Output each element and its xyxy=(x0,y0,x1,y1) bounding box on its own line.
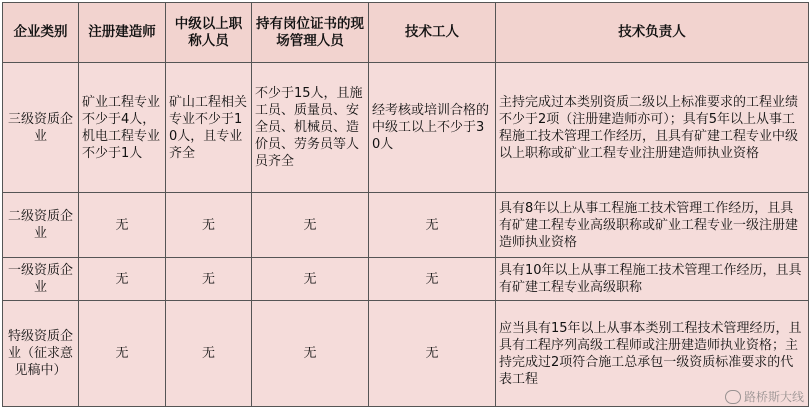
cell-site-managers: 无 xyxy=(252,258,369,301)
cell-mid-title-staff: 矿山工程相关专业不少于10人，且专业齐全 xyxy=(166,63,252,193)
qualification-requirements-table xyxy=(2,2,809,407)
table-row xyxy=(3,193,809,258)
row-category: 特级资质企业（征求意见稿中） xyxy=(3,301,79,407)
row-category: 二级资质企业 xyxy=(3,193,79,258)
cell-registered-constructor: 矿业工程专业不少于4人，机电工程专业不少于1人 xyxy=(79,63,166,193)
table-row xyxy=(3,258,809,301)
cell-registered-constructor: 无 xyxy=(79,301,166,407)
row-category: 一级资质企业 xyxy=(3,258,79,301)
cell-mid-title-staff: 无 xyxy=(166,193,252,258)
header-technical-workers: 技术工人 xyxy=(369,3,496,63)
cell-technical-workers: 无 xyxy=(369,193,496,258)
header-category: 企业类别 xyxy=(3,3,79,63)
table-row xyxy=(3,301,809,407)
cell-technical-lead: 应当具有15年以上从事本类别工程技术管理经历，且具有工程序列高级工程师或注册建造师执业资格；主持完成过2项符合施工总承包一级资质标准要求的代表工程 xyxy=(496,301,809,407)
header-technical-lead: 技术负责人 xyxy=(496,3,809,63)
cell-registered-constructor: 无 xyxy=(79,258,166,301)
watermark-text: 路桥斯大线 xyxy=(743,390,804,404)
cell-technical-lead: 主持完成过本类别资质二级以上标准要求的工程业绩不少于2项（注册建造师亦可）；具有5年以上从事工程施工技术管理工作经历，且具有矿建工程专业中级以上职称或矿业工程专业注册建造师执业资格 xyxy=(496,63,809,193)
cell-site-managers: 无 xyxy=(252,193,369,258)
cell-technical-lead: 具有8年以上从事工程施工技术管理工作经历，且具有矿建工程专业高级职称或矿业工程专业一级注册建造师执业资格 xyxy=(496,193,809,258)
cell-site-managers: 不少于15人，且施工员、质量员、安全员、机械员、造价员、劳务员等人员齐全 xyxy=(252,63,369,193)
cell-registered-constructor: 无 xyxy=(79,193,166,258)
header-registered-constructor: 注册建造师 xyxy=(79,3,166,63)
table-row xyxy=(3,63,809,193)
cell-technical-workers: 无 xyxy=(369,258,496,301)
cell-technical-workers: 无 xyxy=(369,301,496,407)
cell-technical-workers: 经考核或培训合格的中级工以上不少于30人 xyxy=(369,63,496,193)
header-site-managers: 持有岗位证书的现场管理人员 xyxy=(252,3,369,63)
header-mid-title-staff: 中级以上职称人员 xyxy=(166,3,252,63)
cell-mid-title-staff: 无 xyxy=(166,258,252,301)
cell-site-managers: 无 xyxy=(252,301,369,407)
cell-technical-lead: 具有10年以上从事工程施工技术管理工作经历，且具有矿建工程专业高级职称 xyxy=(496,258,809,301)
cell-mid-title-staff: 无 xyxy=(166,301,252,407)
header-row xyxy=(3,3,809,63)
row-category: 三级资质企业 xyxy=(3,63,79,193)
